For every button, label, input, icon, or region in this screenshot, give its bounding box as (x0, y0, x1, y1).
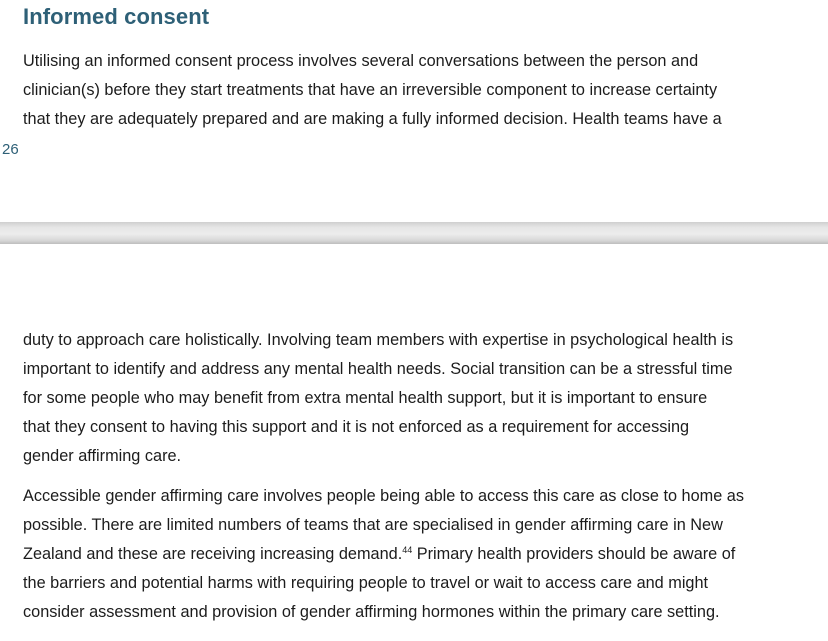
text-line: possible. There are limited numbers of teams that are specialised in gender affirming care in New (23, 516, 723, 534)
text-line: the barriers and potential harms with requiring people to travel or wait to access care and might (23, 574, 709, 592)
text-line: gender affirming care. (23, 447, 182, 465)
text-line: duty to approach care holistically. Involving team members with expertise in psychological health is (23, 331, 734, 349)
text-line: that they consent to having this support and it is not enforced as a requirement for accessing (23, 418, 690, 436)
text-line: Accessible gender affirming care involves people being able to access this care as close to home as (23, 487, 744, 505)
text-line: clinician(s) before they start treatments that have an irreversible component to increase certainty (23, 81, 718, 99)
text-line (23, 540, 823, 569)
page-number: 26 (2, 141, 19, 158)
accessible-care-paragraph (23, 482, 823, 627)
page-break-divider (0, 222, 828, 244)
footnote-reference[interactable]: 44 (402, 545, 413, 555)
text-line: that they are adequately prepared and are making a fully informed decision. Health teams have a (23, 110, 722, 128)
text-segment: Primary health providers should be aware of (412, 545, 736, 563)
text-line: important to identify and address any mental health needs. Social transition can be a stressful time (23, 360, 733, 378)
text-line: for some people who may benefit from extra mental health support, but it is important to ensure (23, 389, 708, 407)
text-line: consider assessment and provision of gender affirming hormones within the primary care setting. (23, 603, 720, 621)
section-heading: Informed consent (23, 4, 210, 29)
holistic-care-paragraph (23, 326, 823, 471)
text-segment: Zealand and these are receiving increasing demand. (23, 545, 403, 563)
informed-consent-paragraph (23, 47, 823, 134)
text-line: Utilising an informed consent process involves several conversations between the person and (23, 52, 699, 70)
